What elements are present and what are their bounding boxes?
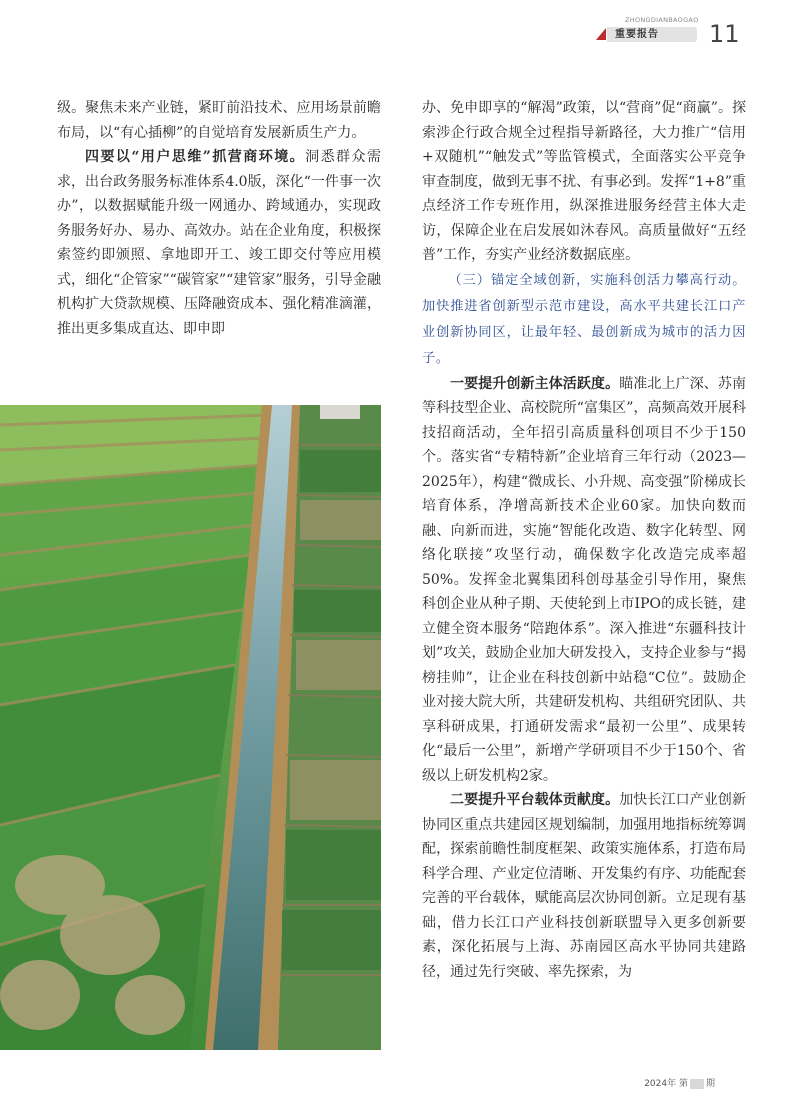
page-number: 11 <box>709 20 740 48</box>
section-tag: 重要报告 <box>607 27 697 42</box>
paragraph <box>422 372 746 789</box>
paragraph-body: 洞悉群众需求，出台政务服务标准体系4.0版，深化“一件事一次办”，以数据赋能升级一网通办、跨域通办，实现政务服务好办、易办、高效办。站在企业角度，积极探索签约即颁照、拿地即开工、竣工即交付等应用模式，细化“企管家”“碳管家”“建管家”服务，引导金融机构扩大贷款规模、压降融资成本、强化精准滴灌，推出更多集成直达、即申即 <box>57 149 381 337</box>
issue-prefix: 第 <box>678 1079 688 1089</box>
paragraph-lead: 四要以“用户思维”抓营商环境。 <box>85 149 306 165</box>
issue-year: 2024年 <box>644 1079 677 1089</box>
aerial-farmland-photo <box>0 405 381 1050</box>
paragraph-lead: 二要提升平台载体贡献度。 <box>450 792 620 808</box>
paragraph-lead: 一要提升创新主体活跃度。 <box>450 375 620 392</box>
section-pinyin: ZHONGDIANBAOGAO <box>625 16 699 24</box>
issue-footer <box>644 1076 715 1089</box>
left-column <box>57 96 381 341</box>
section-subheading: （三）锚定全域创新，实施科创活力攀高行动。加快推进省创新型示范市建设，高水平共建长江口产业创新协同区，让最年轻、最创新成为城市的活力因子。 <box>422 272 746 366</box>
paragraph: 级。聚焦未来产业链，紧盯前沿技术、应用场景前瞻布局，以“有心插柳”的自觉培育发展新质生产力。 <box>57 100 381 141</box>
issue-suffix: 期 <box>705 1079 715 1089</box>
page-header <box>593 14 783 50</box>
right-column <box>422 96 746 984</box>
paragraph-body: 瞄准北上广深、苏南等科技型企业、高校院所“富集区”，高频高效开展科技招商活动，全年招引高质量科创项目不少于150个。落实省“专精特新”企业培育三年行动（2023—2025年），构建“微成长、小升规、高变强”阶梯成长培育体系，净增高新技术企业60家。加快向数而融、向新而进，实施“智能化改造、数字化转型、网络化联接”攻坚行动，确保数字化改造完成率超50%。发挥金北翼集团科创母基金引导作用，聚焦科创企业从种子期、天使轮到上市IPO的成长链，建立健全资本服务“陪跑体系”。深入推进“东疆科技计划”攻关，鼓励企业加大研发投入，支持企业参与“揭榜挂帅”，让企业在科技创新中站稳“C位”。鼓励企业对接大院大所，共建研发机构、共组研究团队、共享科研成果，打通研发需求“最初一公里”、成果转化“最后一公里”，新增产学研项目不少于150个、省级以上研发机构2家。 <box>422 375 747 784</box>
paragraph <box>57 145 381 341</box>
paragraph: 办、免申即享的“解渴”政策，以“营商”促“商赢”。探索涉企行政合规全过程指导新路径，大力推广“信用+双随机”“触发式”等监管模式，全面落实公平竞争审查制度，做到无事不扰、有事必到。发挥“1+8”重点经济工作专班作用，纵深推进服务经营主体大走访，保障企业在启发展如沐春风。高质量做好“五经普”工作，夯实产业经济数据底座。 <box>422 100 746 263</box>
paragraph <box>422 788 746 984</box>
red-triangle-icon <box>596 28 606 40</box>
paragraph-body: 加快长江口产业创新协同区重点共建园区规划编制，加强用地指标统筹调配，探索前瞻性制度框架、政策实施体系，打造布局科学合理、产业定位清晰、开发集约有序、功能配套完善的平台载体，赋能高层次协同创新。立足现有基础，借力长江口产业科技创新联盟导入更多创新要素，深化拓展与上海、苏南园区高水平协同共建路径，通过先行突破、率先探索，为 <box>422 792 747 980</box>
issue-number-box <box>690 1079 704 1089</box>
